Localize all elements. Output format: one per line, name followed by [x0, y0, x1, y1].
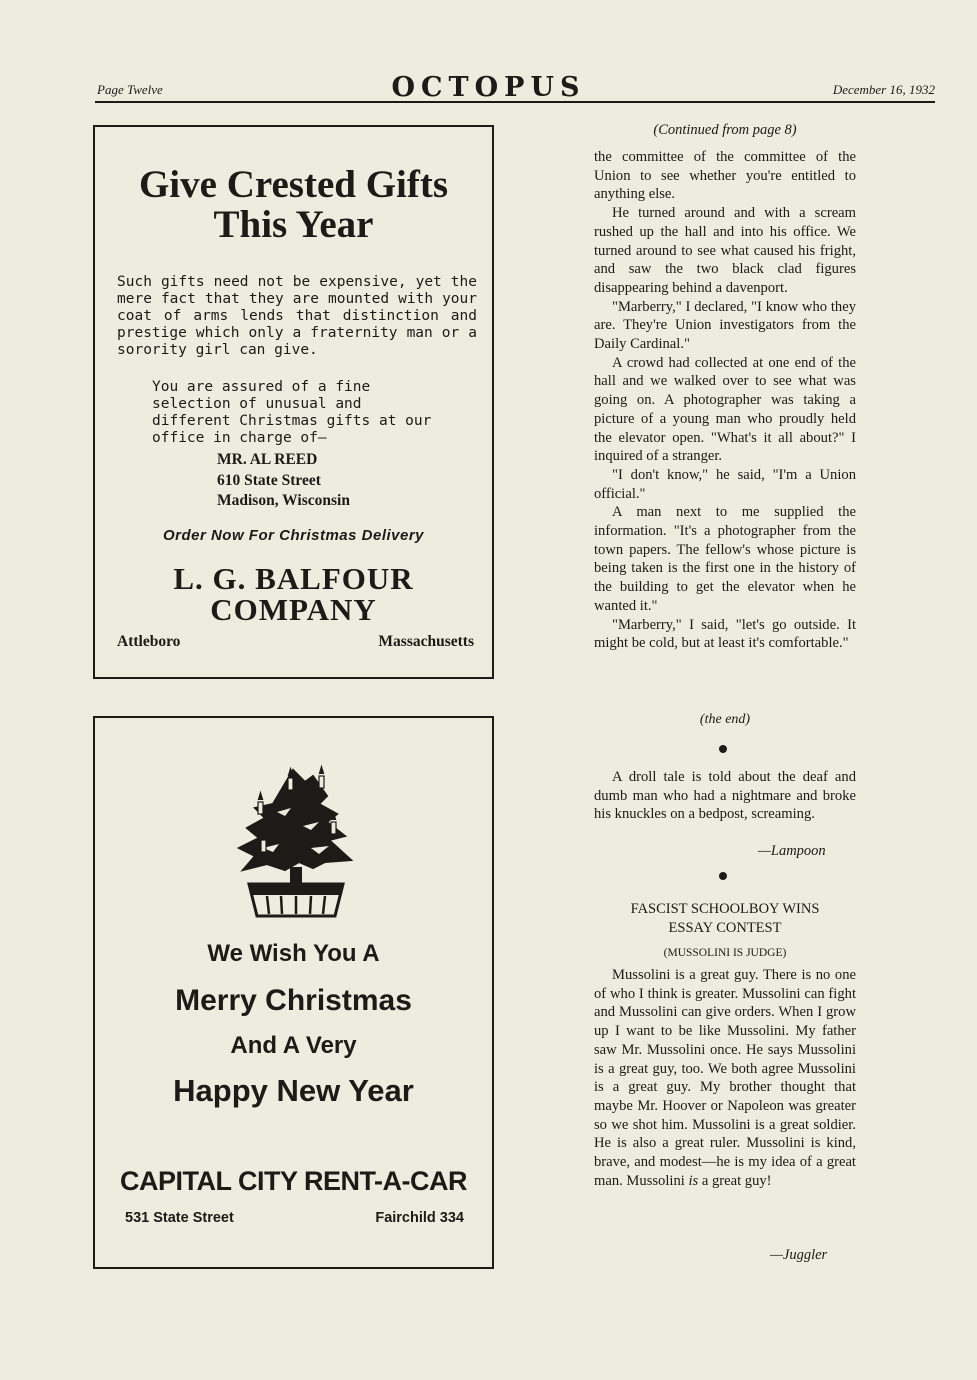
- greeting-line-1: We Wish You A: [207, 940, 380, 967]
- headline-line-2: ESSAY CONTEST: [668, 919, 782, 936]
- ad-headline: [95, 165, 492, 245]
- story-paragraph: "Marberry," I declared, "I know who they are. They're Union investigators from the Daily Cardinal.": [594, 298, 856, 353]
- contact-name: MR. AL REED: [217, 451, 318, 468]
- article-attribution: —Juggler: [770, 1247, 828, 1263]
- separator-dot: [719, 745, 727, 753]
- rental-phone: Fairchild 334: [375, 1210, 464, 1226]
- issue-date: December 16, 1932: [832, 82, 935, 97]
- order-line: Order Now For Christmas Delivery: [162, 527, 425, 544]
- header-rule: [95, 101, 935, 103]
- company-line-1: L. G. BALFOUR: [173, 561, 414, 596]
- article-headline: [594, 900, 856, 937]
- story-end-mark: (the end): [699, 712, 751, 727]
- article-text: Mussolini is a great guy. There is no one of who I think is greater. Mussolini can fight and Mussolini can give orders. When I grow up I want to be like Mussolini. My father saw Mr. Mussolini once. He says Mussolini is a great guy, too. We both agree Mussolini is a great guy. My brother thought that maybe Mr. Hoover or Napoleon was greater so we shot him. Mussolini is a great soldier. He is also a great ruler. Mussolini is kind, brave, and modest—he is my idea of a great man. Mussolini: [594, 967, 856, 1189]
- headline-line-1: Give Crested Gifts: [138, 163, 449, 206]
- story-paragraph: He turned around and with a scream rushed up the hall and into his office. We turned around to see what caused his fright, and saw the two black clad figures disappearing behind a davenport.: [594, 205, 856, 296]
- continued-note: (Continued from page 8): [653, 122, 797, 138]
- company-name: [95, 563, 492, 625]
- ad-contact: [217, 450, 350, 512]
- rental-address: 531 State Street: [125, 1210, 234, 1226]
- story-paragraph: "Marberry," I said, "let's go outside. It might be cold, but at least it's comfortable.": [594, 616, 856, 652]
- separator-dot: [719, 872, 727, 880]
- page-number: Page Twelve: [97, 82, 163, 97]
- balfour-advertisement: [93, 125, 494, 679]
- article-text-end: a great guy!: [698, 1172, 772, 1189]
- headline-line-1: FASCIST SCHOOLBOY WINS: [630, 901, 820, 917]
- greeting-line-3: And A Very: [230, 1032, 357, 1059]
- article-subhead: [594, 944, 856, 961]
- greeting-line-4: Happy New Year: [173, 1073, 414, 1108]
- article-emphasis: is: [688, 1172, 699, 1189]
- location-city: Attleboro: [117, 633, 181, 650]
- headline-line-2: This Year: [213, 203, 374, 246]
- contact-street: 610 State Street: [217, 471, 321, 489]
- story-continuation: [594, 148, 856, 653]
- joke-attribution: —Lampoon: [758, 843, 826, 859]
- joke-item: [594, 768, 856, 824]
- location-state: Massachusetts: [378, 633, 474, 650]
- subhead-text: (MUSSOLINI IS JUDGE): [663, 947, 787, 959]
- ad-body-paragraph-1: Such gifts need not be expensive, yet the mere fact that they are mounted with your coat of arms lends that distinction and prestige which only a fraternity man or a sorority girl can give.: [117, 274, 477, 358]
- story-paragraph: the committee of the committee of the Union to see whether you're entitled to anything else.: [594, 149, 856, 203]
- company-line-2: COMPANY: [210, 592, 377, 627]
- ad-body-paragraph-2: You are assured of a fine selection of unusual and different Christmas gifts at our office in charge of—: [152, 379, 432, 446]
- contact-city: Madison, Wisconsin: [217, 492, 350, 509]
- rent-a-car-advertisement: [93, 716, 494, 1269]
- rental-company-name: CAPITAL CITY RENT-A-CAR: [119, 1166, 467, 1196]
- article-paragraph: [594, 966, 856, 1190]
- masthead-title: OCTOPUS: [391, 72, 586, 103]
- christmas-tree-icon: [233, 756, 359, 918]
- greeting-line-2: Merry Christmas: [175, 984, 412, 1017]
- story-paragraph: "I don't know," he said, "I'm a Union official.": [594, 466, 856, 502]
- story-paragraph: A crowd had collected at one end of the hall and we walked over to see what was going on. A photographer was taking a picture of a young man who proudly held the elevator open. "What's it all about?" I inquired of a stranger.: [594, 354, 856, 465]
- article-body: [594, 966, 856, 1190]
- story-paragraph: A man next to me supplied the information. "It's a photographer from the town papers. The fellow's whose picture is being taken is the first one in the history of the building to get the elevator when he wanted it.": [594, 504, 856, 614]
- joke-text: A droll tale is told about the deaf and dumb man who had a nightmare and broke his knuckles on a bedpost, screaming.: [594, 769, 856, 823]
